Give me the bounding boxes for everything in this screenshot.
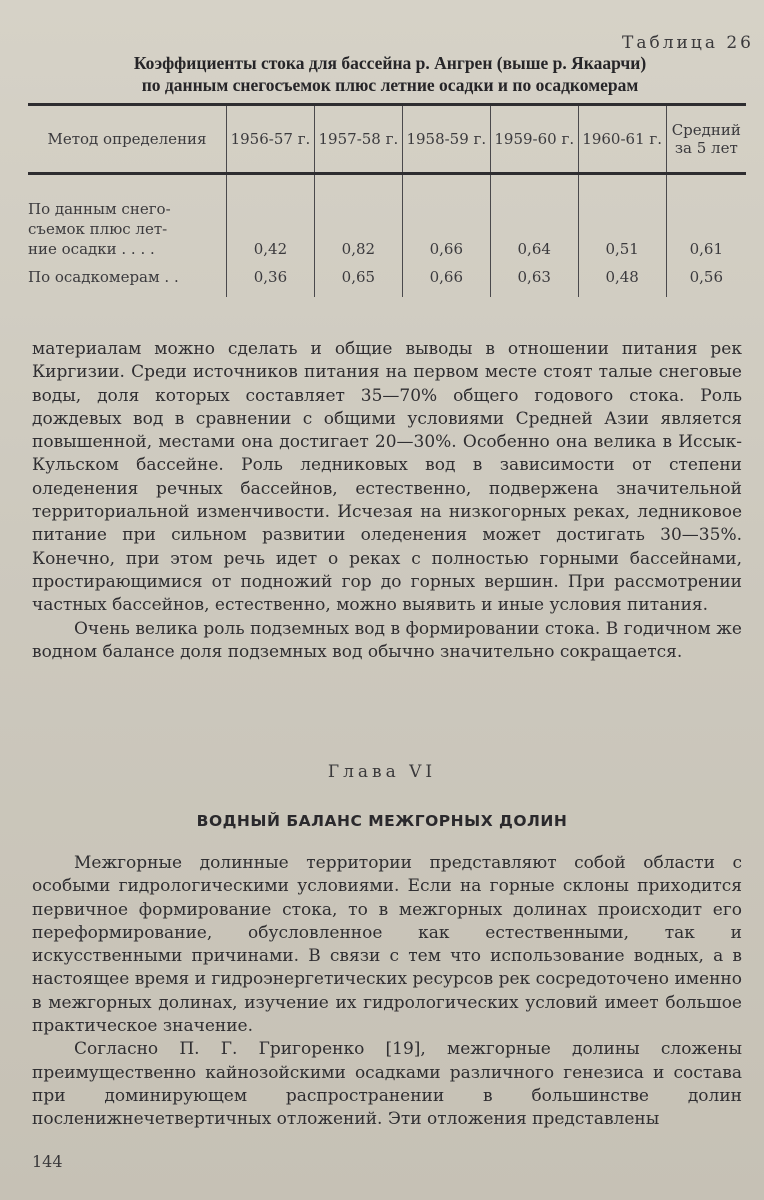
cell-value: 0,51: [578, 174, 666, 264]
header-average-line-1: Средний: [671, 121, 741, 139]
table-row: [28, 263, 746, 297]
table-row: [28, 174, 746, 264]
table-number: Таблица 26: [622, 33, 754, 53]
header-year-5: 1960-61 г.: [578, 105, 666, 174]
table-caption-line-1: Коэффициенты стока для бассейна р. Ангрен (выше р. Якаарчи): [133, 53, 647, 73]
table-header-row: [28, 105, 746, 174]
cell-value: 0,82: [314, 174, 402, 264]
cell-value: 0,36: [227, 263, 315, 297]
header-year-1: 1956-57 г.: [227, 105, 315, 174]
cell-value: 0,42: [227, 174, 315, 264]
cell-value: 0,66: [402, 174, 490, 264]
cell-value: 0,63: [490, 263, 578, 297]
paragraph: Согласно П. Г. Григоренко [19], межгорные долины сложены преимущественно кайнозойскими осадками различного генезиса и состава при доминирующем распространении в большинстве долин посленижнечетвертичных отложений. Эти отложения представлены: [32, 1039, 742, 1130]
row-label-line-3: ние осадки . . . .: [28, 240, 155, 258]
header-average: [666, 105, 746, 174]
chapter-title: ВОДНЫЙ БАЛАНС МЕЖГОРНЫХ ДОЛИН: [196, 812, 568, 830]
header-year-2: 1957-58 г.: [314, 105, 402, 174]
cell-value-average: 0,61: [666, 174, 746, 264]
table-caption: [40, 52, 740, 96]
cell-value-average: 0,56: [666, 263, 746, 297]
header-year-4: 1959-60 г.: [490, 105, 578, 174]
row-label-snow-surveys: [28, 174, 227, 264]
runoff-coefficient-table: [28, 103, 746, 297]
page-number: 144: [32, 1152, 63, 1171]
paragraph: Межгорные долинные территории представляют собой области с особыми гидрологическими условиями. Если на горные склоны приходится первичное формирование стока, то в межгорных долинах происходит его переформирование, обусловленное как естественными, так и искусственными причинами. В связи с тем что использование водных, а в настоящее время и гидроэнергетических ресурсов рек сосредоточено именно в межгорных долинах, изучение их гидрологических условий имеет большое практическое значение.: [32, 853, 742, 1037]
header-average-line-2: за 5 лет: [674, 139, 738, 157]
paragraph: материалам можно сделать и общие выводы в отношении питания рек Киргизии. Среди источников питания на первом месте стоят талые снеговые воды, доля которых составляет 35—70% общего годового стока. Роль дождевых вод в сравнении с общими условиями Средней Азии является повышенной, местами она достигает 20—30%. Особенно она велика в Иссык-Кульском бассейне. Роль ледниковых вод в зависимости от степени оледенения речных бассейнов, естественно, подвержена значительной территориальной изменчивости. Исчезая на низкогорных реках, ледниковое питание при сильном развитии оледенения может достигать 30—35%. Конечно, при этом речь идет о реках с полностью горными бассейнами, простирающимися от подножий гор до горных вершин. При рассмотрении частных бассейнов, естественно, можно выявить и иные условия питания.: [32, 339, 742, 616]
row-label-line-2: съемок плюс лет-: [28, 220, 168, 238]
header-year-3: 1958-59 г.: [402, 105, 490, 174]
row-label-rain-gauges: По осадкомерам . .: [28, 268, 179, 286]
cell-value: 0,66: [402, 263, 490, 297]
body-text-lower: [32, 852, 742, 1132]
table-caption-line-2: по данным снегосъемок плюс летние осадки и по осадкомерам: [141, 75, 639, 95]
header-method: Метод определения: [28, 105, 227, 174]
body-text-upper: [32, 338, 742, 664]
paragraph: Очень велика роль подземных вод в формировании стока. В годичном же водном балансе доля подземных вод обычно значительно сокращается.: [32, 618, 742, 662]
cell-value: 0,65: [314, 263, 402, 297]
row-label-line-1: По данным снего-: [28, 200, 171, 218]
cell-value: 0,48: [578, 263, 666, 297]
cell-value: 0,64: [490, 174, 578, 264]
chapter-label: Глава VI: [327, 762, 437, 782]
